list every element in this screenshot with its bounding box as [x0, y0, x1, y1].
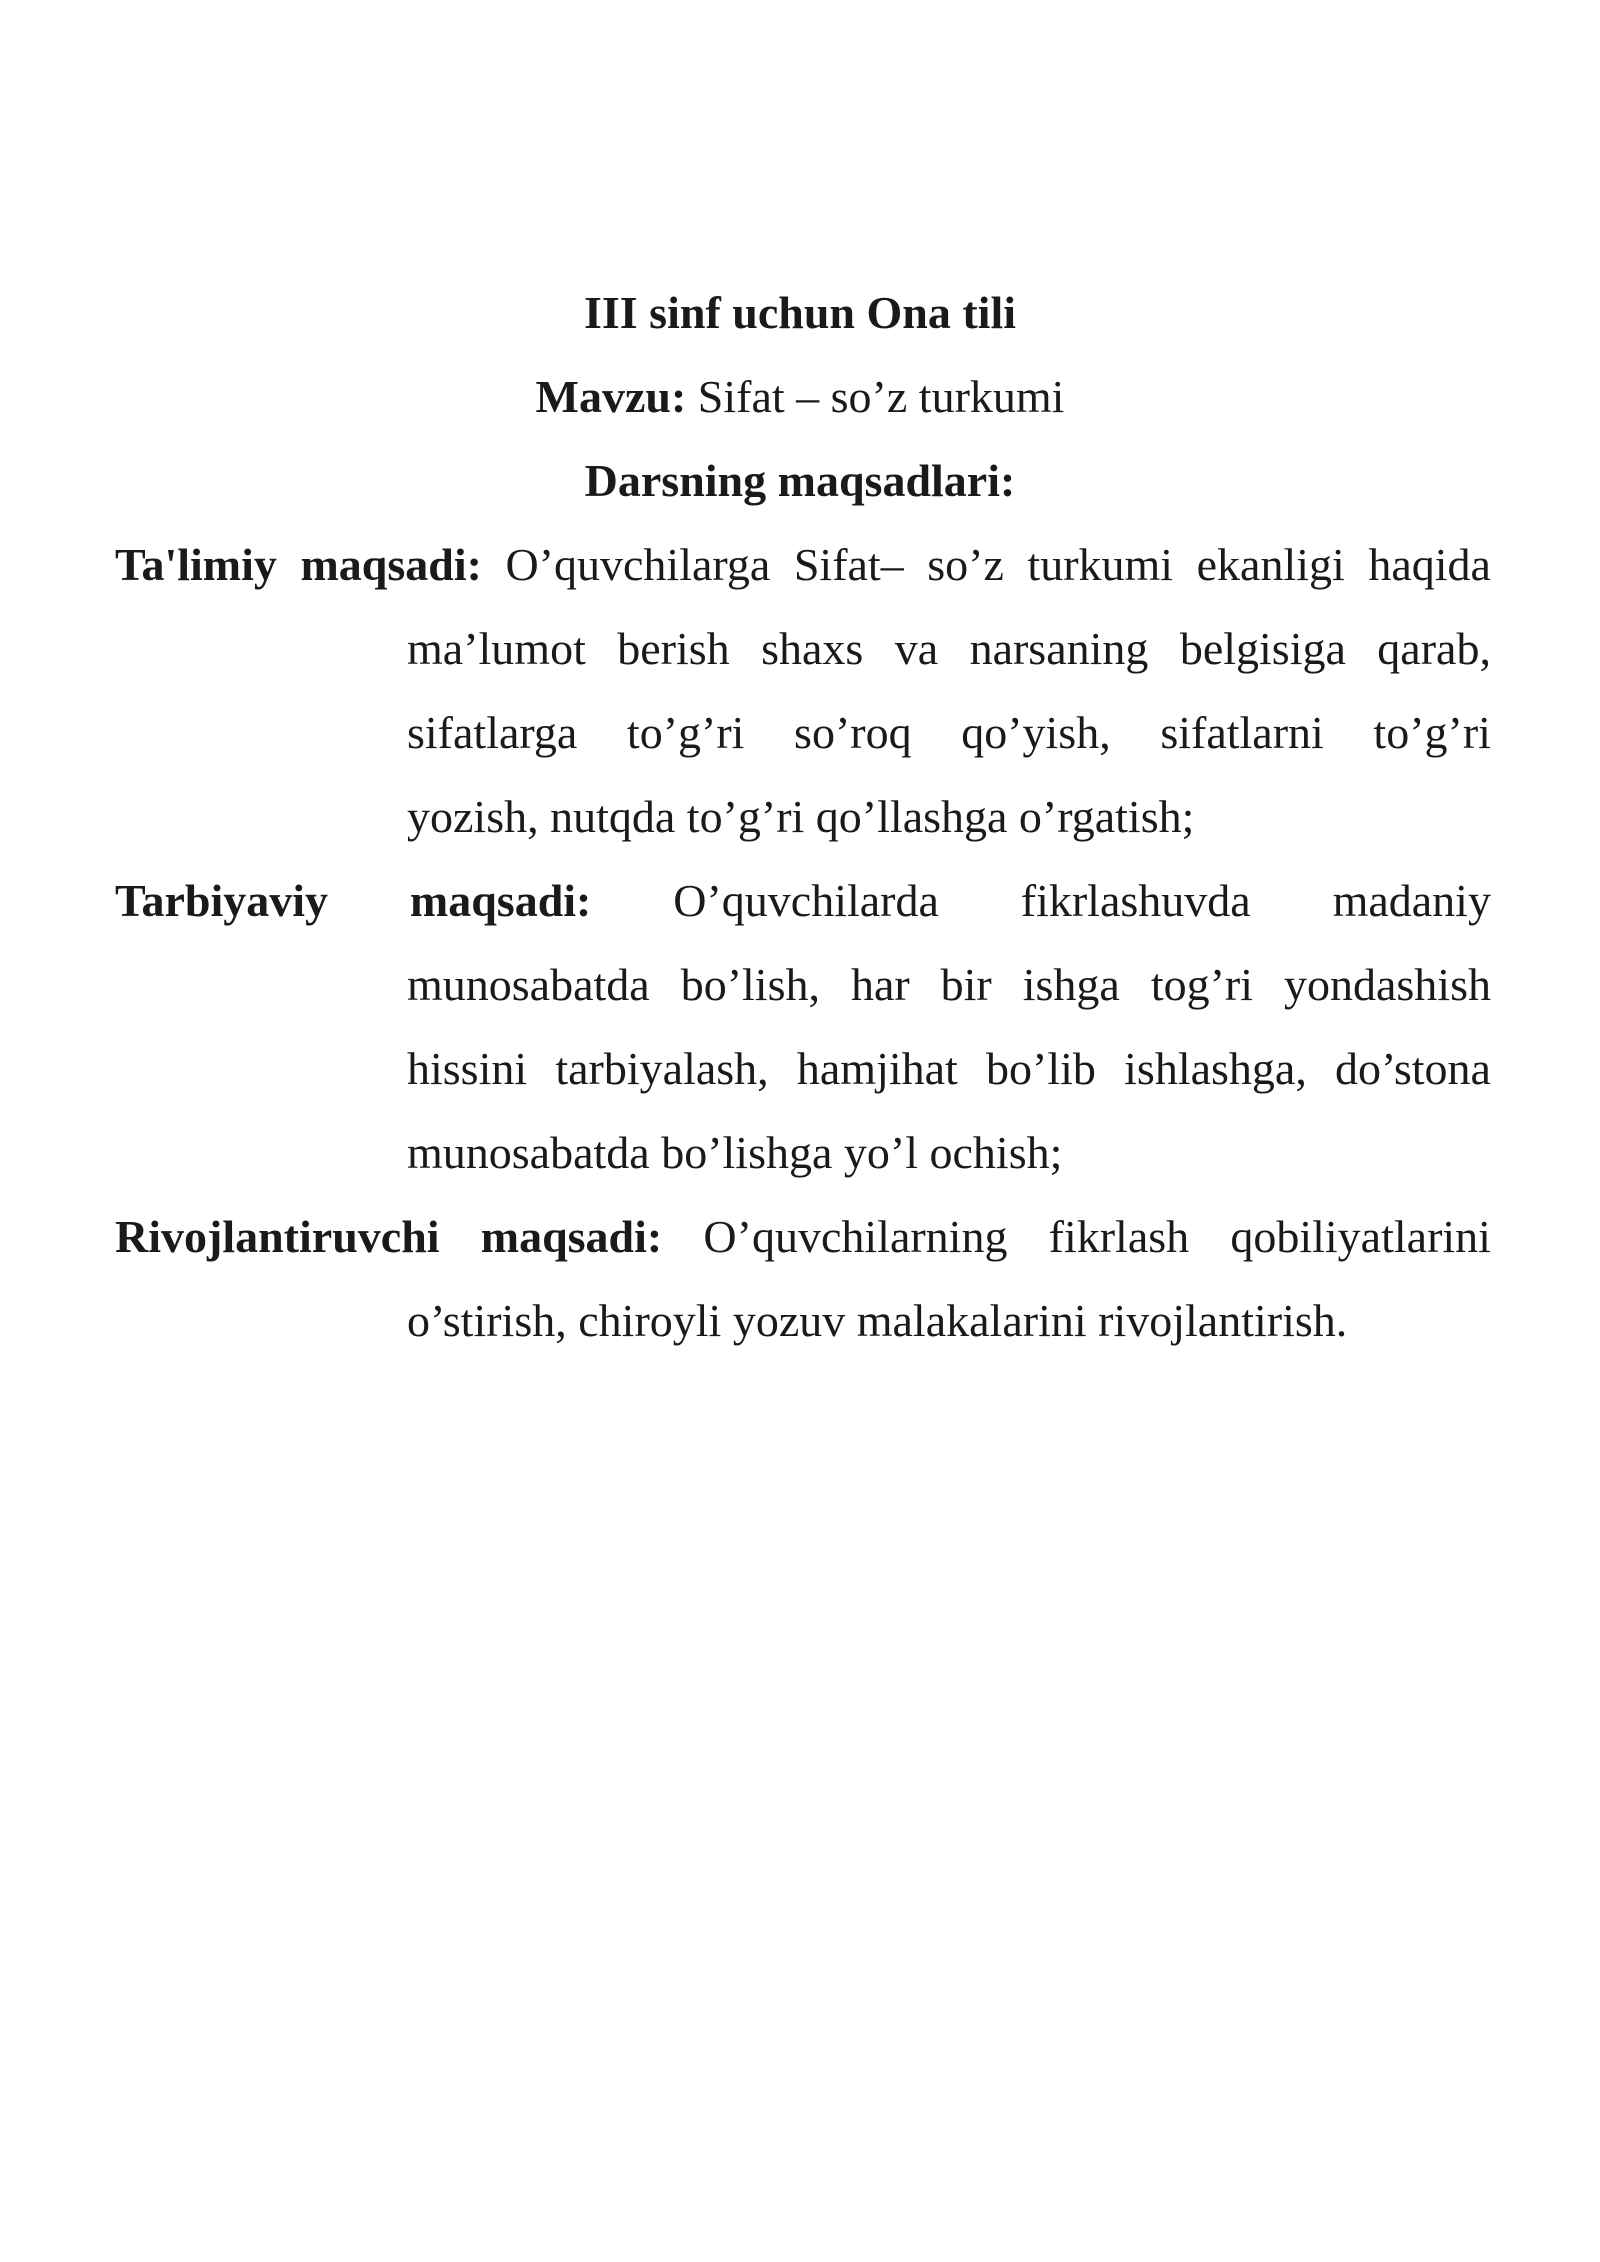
section-label-word: maqsadi: — [480, 1211, 663, 1262]
word: do’stona — [1335, 1043, 1491, 1094]
word: madaniy — [1332, 875, 1491, 926]
word: O’quvchilarda — [673, 875, 939, 926]
topic-line — [0, 367, 1600, 427]
section-first-line — [115, 871, 1491, 955]
section-label-word: Tarbiyaviy — [115, 875, 329, 926]
word: belgisiga — [1179, 623, 1346, 674]
section-line — [407, 1039, 1491, 1123]
section-first-line — [115, 535, 1491, 619]
word: so’roq — [794, 707, 912, 758]
word: so’z — [927, 539, 1004, 590]
word: bo’lish, — [680, 959, 820, 1010]
word: munosabatda — [407, 959, 650, 1010]
section-label-word: Ta'limiy — [115, 539, 277, 590]
word: fikrlash — [1048, 1211, 1190, 1262]
word: qo’yish, — [961, 707, 1111, 758]
section-line: munosabatda bo’lishga yo’l ochish; — [407, 1127, 1063, 1178]
word: hissini — [407, 1043, 528, 1094]
word: qobiliyatlarini — [1230, 1211, 1491, 1262]
word: yondashish — [1283, 959, 1491, 1010]
document-title: III sinf uchun Ona tili — [583, 287, 1017, 338]
section-line: yozish, nutqda to’g’ri qo’llashga o’rgatish; — [407, 791, 1195, 842]
word: sifatlarga — [407, 707, 578, 758]
topic-label: Mavzu: — [535, 371, 687, 422]
word: ishlashga, — [1124, 1043, 1307, 1094]
word: tarbiyalash, — [555, 1043, 769, 1094]
word: to’g’ri — [1373, 707, 1491, 758]
topic-text: Sifat – so’z turkumi — [697, 371, 1065, 422]
word: sifatlarni — [1160, 707, 1324, 758]
word: qarab, — [1377, 623, 1491, 674]
word: turkumi — [1027, 539, 1174, 590]
word: fikrlashuvda — [1020, 875, 1251, 926]
word: ishga — [1022, 959, 1120, 1010]
section-label-word: Rivojlantiruvchi — [115, 1211, 440, 1262]
section-label-word: maqsadi: — [409, 875, 592, 926]
word: bo’lib — [986, 1043, 1096, 1094]
goals-heading: Darsning maqsadlari: — [584, 455, 1016, 506]
section-label-word: maqsadi: — [300, 539, 482, 590]
word: va — [894, 623, 939, 674]
word: to’g’ri — [626, 707, 745, 758]
word: haqida — [1368, 539, 1491, 590]
word: tog’ri — [1150, 959, 1254, 1010]
section-line — [407, 619, 1491, 703]
word: ekanligi — [1196, 539, 1345, 590]
word: shaxs — [761, 623, 864, 674]
word: narsaning — [969, 623, 1149, 674]
section-first-line — [115, 1207, 1491, 1291]
word: hamjihat — [796, 1043, 958, 1094]
word: Sifat– — [793, 539, 904, 590]
section-line — [407, 955, 1491, 1039]
section-line: o’stirish, chiroyli yozuv malakalarini rivojlantirish. — [407, 1295, 1348, 1346]
word: har — [850, 959, 910, 1010]
word: O’quvchilarga — [505, 539, 771, 590]
word: O’quvchilarning — [703, 1211, 1008, 1262]
word: berish — [617, 623, 730, 674]
word: bir — [940, 959, 992, 1010]
word: ma’lumot — [407, 623, 586, 674]
section-line — [407, 703, 1491, 787]
